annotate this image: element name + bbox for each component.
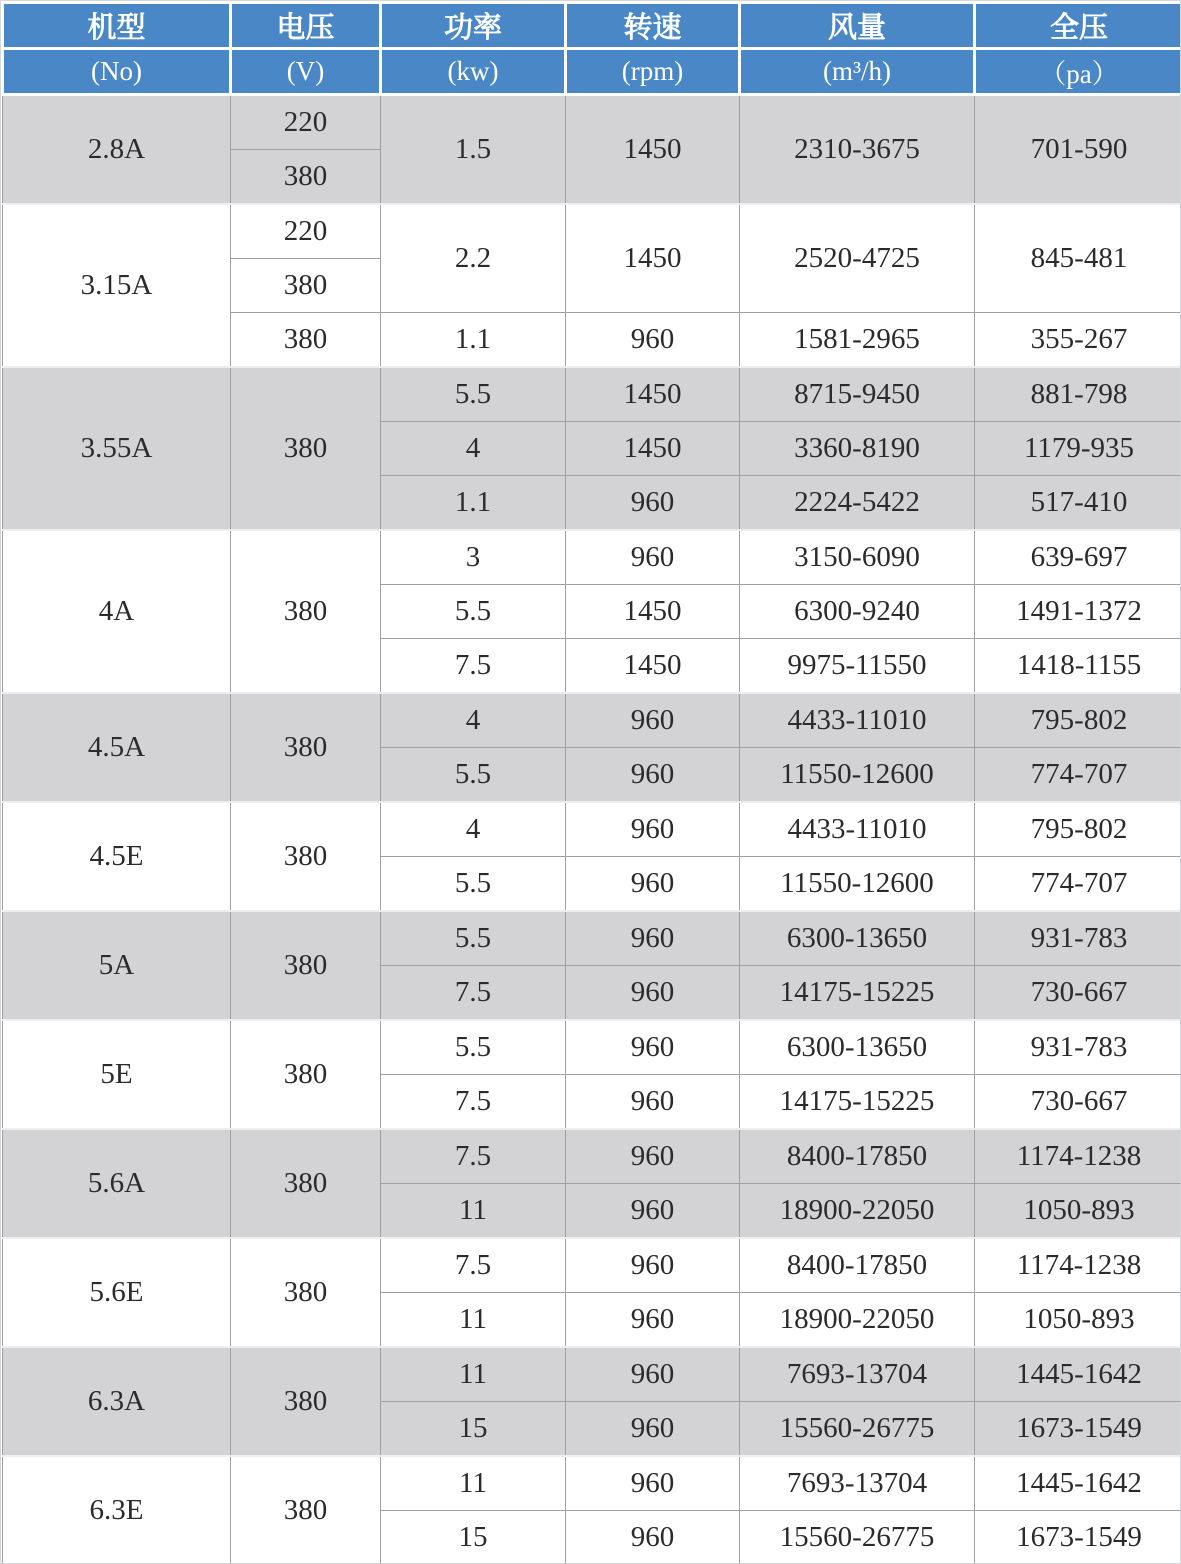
cell-power: 4 [381, 693, 566, 748]
col-header-pressure: 全压 [975, 3, 1181, 49]
col-header-power: 功率 [381, 3, 566, 49]
cell-pressure: 1673-1549 [975, 1402, 1181, 1457]
cell-speed: 960 [566, 1347, 740, 1402]
cell-speed: 1450 [566, 422, 740, 476]
cell-power: 7.5 [381, 966, 566, 1021]
cell-pressure: 730-667 [975, 1075, 1181, 1130]
cell-model: 6.3E [3, 1456, 231, 1564]
header-unit-row [3, 49, 1181, 95]
table-row [3, 911, 1181, 966]
cell-power: 11 [381, 1347, 566, 1402]
cell-speed: 960 [566, 802, 740, 857]
table-row [3, 95, 1181, 150]
cell-speed: 1450 [566, 585, 740, 639]
cell-speed: 960 [566, 857, 740, 912]
cell-pressure: 701-590 [975, 95, 1181, 205]
cell-pressure: 774-707 [975, 748, 1181, 803]
cell-power: 11 [381, 1293, 566, 1348]
cell-speed: 960 [566, 530, 740, 585]
cell-power: 7.5 [381, 1238, 566, 1293]
col-header-model: 机型 [3, 3, 231, 49]
cell-voltage: 380 [231, 1347, 381, 1456]
cell-voltage: 380 [231, 259, 381, 313]
cell-flow: 11550-12600 [740, 857, 975, 912]
cell-voltage: 380 [231, 530, 381, 693]
cell-model: 2.8A [3, 95, 231, 205]
cell-pressure: 795-802 [975, 802, 1181, 857]
table-row [3, 1347, 1181, 1402]
cell-power: 4 [381, 802, 566, 857]
cell-flow: 6300-13650 [740, 911, 975, 966]
cell-power: 1.1 [381, 313, 566, 368]
cell-model: 3.55A [3, 367, 231, 530]
cell-pressure: 639-697 [975, 530, 1181, 585]
cell-flow: 18900-22050 [740, 1184, 975, 1239]
cell-pressure: 931-783 [975, 911, 1181, 966]
cell-flow: 2224-5422 [740, 476, 975, 531]
cell-speed: 960 [566, 966, 740, 1021]
cell-flow: 8715-9450 [740, 367, 975, 422]
cell-flow: 3360-8190 [740, 422, 975, 476]
cell-flow: 9975-11550 [740, 639, 975, 694]
cell-model: 4.5A [3, 693, 231, 802]
cell-speed: 960 [566, 313, 740, 368]
cell-speed: 960 [566, 1075, 740, 1130]
cell-power: 7.5 [381, 1129, 566, 1184]
cell-voltage: 220 [231, 204, 381, 259]
spec-table-body [3, 95, 1181, 1564]
cell-pressure: 1050-893 [975, 1293, 1181, 1348]
cell-pressure: 774-707 [975, 857, 1181, 912]
cell-model: 5E [3, 1020, 231, 1129]
cell-pressure: 1445-1642 [975, 1347, 1181, 1402]
cell-speed: 960 [566, 693, 740, 748]
cell-pressure: 1673-1549 [975, 1511, 1181, 1564]
cell-flow: 18900-22050 [740, 1293, 975, 1348]
table-row [3, 1129, 1181, 1184]
cell-voltage: 380 [231, 1238, 381, 1347]
cell-pressure: 517-410 [975, 476, 1181, 531]
cell-flow: 7693-13704 [740, 1456, 975, 1511]
table-row [3, 204, 1181, 259]
cell-speed: 960 [566, 1402, 740, 1457]
cell-power: 7.5 [381, 1075, 566, 1130]
cell-model: 5A [3, 911, 231, 1020]
col-header-voltage: 电压 [231, 3, 381, 49]
cell-power: 5.5 [381, 1020, 566, 1075]
cell-speed: 960 [566, 1511, 740, 1564]
cell-power: 11 [381, 1456, 566, 1511]
cell-pressure: 1445-1642 [975, 1456, 1181, 1511]
header-title-row [3, 3, 1181, 49]
table-row [3, 530, 1181, 585]
cell-power: 2.2 [381, 204, 566, 313]
col-unit-power: (kw) [381, 49, 566, 95]
col-unit-speed: (rpm) [566, 49, 740, 95]
cell-power: 1.5 [381, 95, 566, 205]
cell-pressure: 730-667 [975, 966, 1181, 1021]
cell-power: 15 [381, 1511, 566, 1564]
cell-power: 5.5 [381, 911, 566, 966]
cell-flow: 7693-13704 [740, 1347, 975, 1402]
cell-power: 4 [381, 422, 566, 476]
cell-speed: 960 [566, 911, 740, 966]
cell-pressure: 355-267 [975, 313, 1181, 368]
cell-model: 4.5E [3, 802, 231, 911]
cell-flow: 6300-9240 [740, 585, 975, 639]
col-unit-flow: (m³/h) [740, 49, 975, 95]
cell-speed: 960 [566, 1293, 740, 1348]
cell-voltage: 380 [231, 911, 381, 1020]
table-row [3, 367, 1181, 422]
cell-flow: 11550-12600 [740, 748, 975, 803]
cell-power: 1.1 [381, 476, 566, 531]
cell-flow: 15560-26775 [740, 1511, 975, 1564]
cell-flow: 14175-15225 [740, 1075, 975, 1130]
col-unit-voltage: (V) [231, 49, 381, 95]
table-row [3, 1238, 1181, 1293]
cell-pressure: 1418-1155 [975, 639, 1181, 694]
cell-power: 5.5 [381, 857, 566, 912]
cell-power: 5.5 [381, 367, 566, 422]
cell-flow: 2310-3675 [740, 95, 975, 205]
cell-speed: 960 [566, 476, 740, 531]
cell-speed: 960 [566, 1020, 740, 1075]
cell-speed: 960 [566, 1238, 740, 1293]
cell-pressure: 845-481 [975, 204, 1181, 313]
cell-voltage: 380 [231, 313, 381, 368]
cell-flow: 4433-11010 [740, 802, 975, 857]
cell-power: 5.5 [381, 748, 566, 803]
cell-power: 7.5 [381, 639, 566, 694]
table-row [3, 802, 1181, 857]
cell-voltage: 220 [231, 95, 381, 150]
cell-voltage: 380 [231, 1020, 381, 1129]
cell-voltage: 380 [231, 367, 381, 530]
col-header-speed: 转速 [566, 3, 740, 49]
col-header-flow: 风量 [740, 3, 975, 49]
cell-flow: 8400-17850 [740, 1238, 975, 1293]
cell-voltage: 380 [231, 693, 381, 802]
col-unit-pressure: （pa） [975, 49, 1181, 95]
cell-speed: 1450 [566, 367, 740, 422]
col-unit-model: (No) [3, 49, 231, 95]
cell-voltage: 380 [231, 1129, 381, 1238]
cell-flow: 6300-13650 [740, 1020, 975, 1075]
cell-pressure: 931-783 [975, 1020, 1181, 1075]
cell-power: 5.5 [381, 585, 566, 639]
cell-voltage: 380 [231, 802, 381, 911]
cell-pressure: 1179-935 [975, 422, 1181, 476]
cell-flow: 2520-4725 [740, 204, 975, 313]
cell-pressure: 1174-1238 [975, 1238, 1181, 1293]
cell-speed: 960 [566, 1129, 740, 1184]
cell-pressure: 1174-1238 [975, 1129, 1181, 1184]
cell-flow: 8400-17850 [740, 1129, 975, 1184]
table-row [3, 1020, 1181, 1075]
table-row [3, 1456, 1181, 1511]
cell-model: 5.6E [3, 1238, 231, 1347]
cell-power: 11 [381, 1184, 566, 1239]
cell-voltage: 380 [231, 1456, 381, 1564]
cell-model: 3.15A [3, 204, 231, 367]
cell-power: 15 [381, 1402, 566, 1457]
cell-model: 6.3A [3, 1347, 231, 1456]
cell-speed: 1450 [566, 95, 740, 205]
cell-flow: 4433-11010 [740, 693, 975, 748]
cell-pressure: 795-802 [975, 693, 1181, 748]
table-row [3, 693, 1181, 748]
cell-speed: 960 [566, 1456, 740, 1511]
cell-flow: 14175-15225 [740, 966, 975, 1021]
table-header [3, 3, 1181, 95]
cell-speed: 1450 [566, 204, 740, 313]
cell-speed: 960 [566, 1184, 740, 1239]
cell-pressure: 1491-1372 [975, 585, 1181, 639]
cell-speed: 1450 [566, 639, 740, 694]
cell-speed: 960 [566, 748, 740, 803]
fan-spec-table [1, 1, 1181, 1564]
cell-voltage: 380 [231, 150, 381, 205]
cell-pressure: 881-798 [975, 367, 1181, 422]
cell-model: 4A [3, 530, 231, 693]
cell-pressure: 1050-893 [975, 1184, 1181, 1239]
cell-flow: 3150-6090 [740, 530, 975, 585]
cell-flow: 15560-26775 [740, 1402, 975, 1457]
cell-model: 5.6A [3, 1129, 231, 1238]
cell-flow: 1581-2965 [740, 313, 975, 368]
cell-power: 3 [381, 530, 566, 585]
